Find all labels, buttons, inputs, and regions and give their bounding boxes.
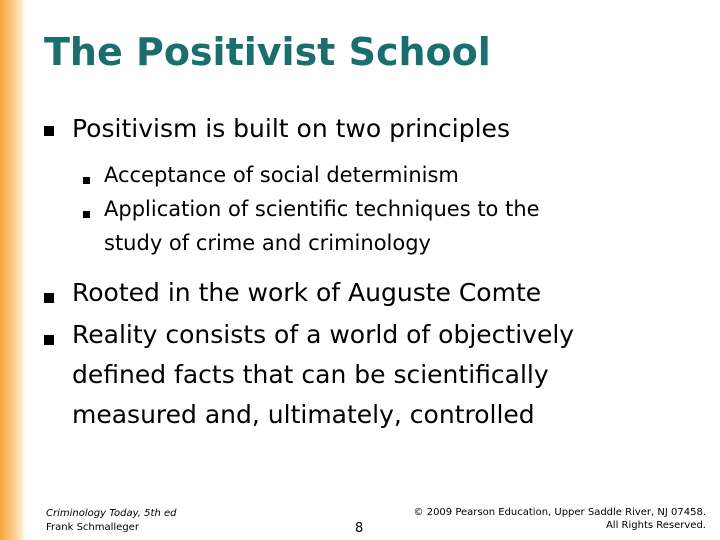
bullet-text: Positivism is built on two principles xyxy=(72,114,510,143)
bullet-text-continued: measured and, ultimately, controlled xyxy=(72,400,535,429)
sub-bullet-text: Application of scientific techniques to the xyxy=(104,197,540,221)
footer-rights: All Rights Reserved. xyxy=(605,520,706,531)
bullet-text-continued: defined facts that can be scientifically xyxy=(72,360,549,389)
footer-author: Frank Schmalleger xyxy=(46,522,139,533)
sub-bullet-marker xyxy=(83,177,90,184)
page-number: 8 xyxy=(355,521,364,536)
bullet-text: Reality consists of a world of objectively xyxy=(72,320,575,349)
slide-title: The Positivist School xyxy=(44,30,491,74)
bullet-text: Rooted in the work of Auguste Comte xyxy=(72,278,542,307)
footer-copyright: © 2009 Pearson Education, Upper Saddle River, NJ 07458. xyxy=(413,507,706,518)
bullet-marker xyxy=(44,293,54,303)
left-accent-bar xyxy=(0,0,26,540)
sub-bullet-text-continued: study of crime and criminology xyxy=(104,231,431,255)
footer-book-title: Criminology Today, 5th ed xyxy=(46,508,177,519)
sub-bullet-marker xyxy=(83,211,90,218)
bullet-marker xyxy=(44,335,54,345)
bullet-marker xyxy=(44,126,54,136)
sub-bullet-text: Acceptance of social determinism xyxy=(104,163,459,187)
